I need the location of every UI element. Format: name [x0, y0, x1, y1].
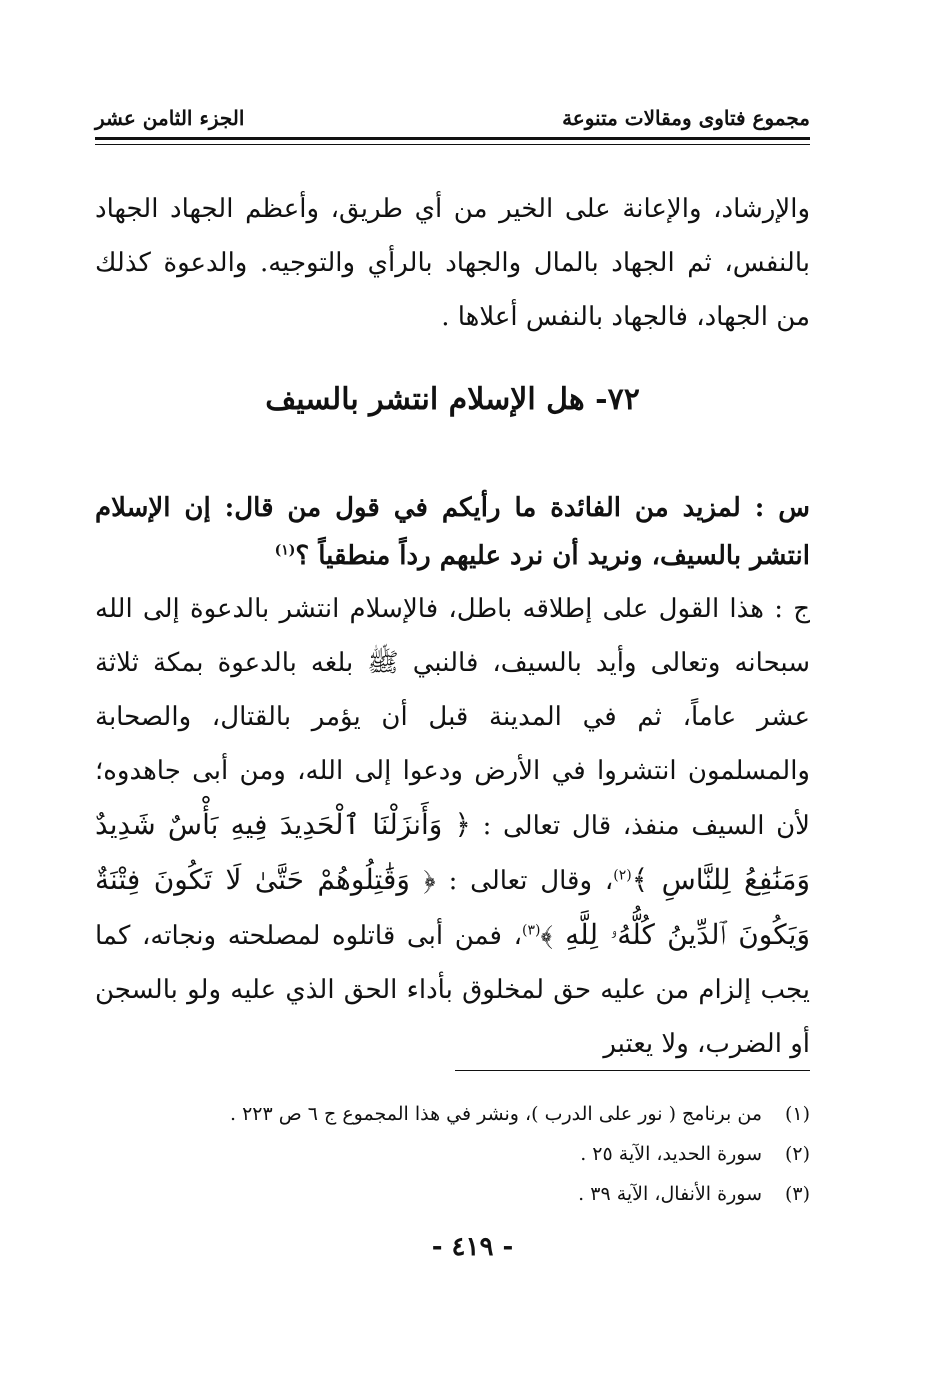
- answer-part-2: ، وقال تعالى :: [448, 866, 614, 896]
- running-header: [95, 105, 810, 131]
- question-text: س : لمزيد من الفائدة ما رأيكم في قول من قال: إن الإسلام انتشر بالسيف، ونريد أن نرد عليهم رداً منطقياً ؟: [95, 493, 810, 571]
- footnote-text: سورة الحديد، الآية ٢٥ .: [580, 1143, 762, 1165]
- header-volume: الجزء الثامن عشر: [95, 106, 245, 130]
- question-paragraph: [95, 484, 810, 580]
- footnote-number: (١): [784, 1103, 810, 1125]
- answer-paragraph: [95, 582, 810, 1071]
- footnote-ref-1: (١): [274, 542, 296, 559]
- answer-part-1: ج : هذا القول على إطلاقه باطل، فالإسلام انتشر بالدعوة إلى الله سبحانه وتعالى وأيد بالسيف، فالنبي ﷺ بلغه بالدعوة بمكة ثلاثة عشر عاماً، ثم في المدينة قبل أن يؤمر بالقتال، والصحابة والمسلمون انتشروا في الأرض ودعوا إلى الله، ومن أبى جاهدوه؛ لأن السيف منفذ، قال تعالى :: [95, 594, 810, 841]
- intro-paragraph: والإرشاد، والإعانة على الخير من أي طريق، وأعظم الجهاد الجهاد بالنفس، ثم الجهاد بالمال والجهاد بالرأي والتوجيه. والدعوة كذلك من الجهاد، فالجهاد بالنفس أعلاها .: [95, 194, 810, 332]
- quran-verse-2: ﴿ وَقَٰتِلُوهُمْ حَتَّىٰ لَا تَكُونَ فِتْنَةٌ وَيَكُونَ ٱلدِّينُ كُلُّهُۥ لِلَّهِ ﴾: [95, 863, 810, 951]
- header-rule-thick: [95, 137, 810, 140]
- header-book-title: مجموع فتاوى ومقالات متنوعة: [562, 106, 810, 130]
- page-number: - ٤١٩ -: [431, 1232, 514, 1262]
- footnote-separator: [455, 1070, 810, 1071]
- answer-part-3: ، فمن أبى قاتلوه لمصلحته ونجاته، كما يجب إلزام من عليه حق لمخلوق بأداء الحق الذي عليه ولو بالسجن أو الضرب، ولا يعتبر: [95, 921, 810, 1059]
- quran-verse-1: ﴿ وَأَنزَلْنَا ٱلْحَدِيدَ فِيهِ بَأْسٌ شَدِيدٌ وَمَنَٰفِعُ لِلنَّاسِ ﴾: [95, 808, 811, 896]
- footnotes: [135, 1094, 810, 1214]
- footnote-number: (٢): [784, 1143, 810, 1165]
- section-title: ٧٢- هل الإسلام انتشر بالسيف: [265, 382, 640, 417]
- footnote-number: (٣): [784, 1183, 810, 1205]
- footnote-ref-3: (٣): [522, 922, 541, 939]
- footnote-ref-2: (٢): [613, 867, 632, 884]
- footnote-text: من برنامج ( نور على الدرب )، ونشر في هذا المجموع ج ٦ ص ٢٢٣ .: [229, 1103, 762, 1125]
- footnote-item: [135, 1134, 810, 1174]
- footnote-item: [135, 1174, 810, 1214]
- footnote-item: [135, 1094, 810, 1134]
- header-rule-thin: [95, 144, 810, 145]
- footnote-text: سورة الأنفال، الآية ٣٩ .: [578, 1183, 762, 1205]
